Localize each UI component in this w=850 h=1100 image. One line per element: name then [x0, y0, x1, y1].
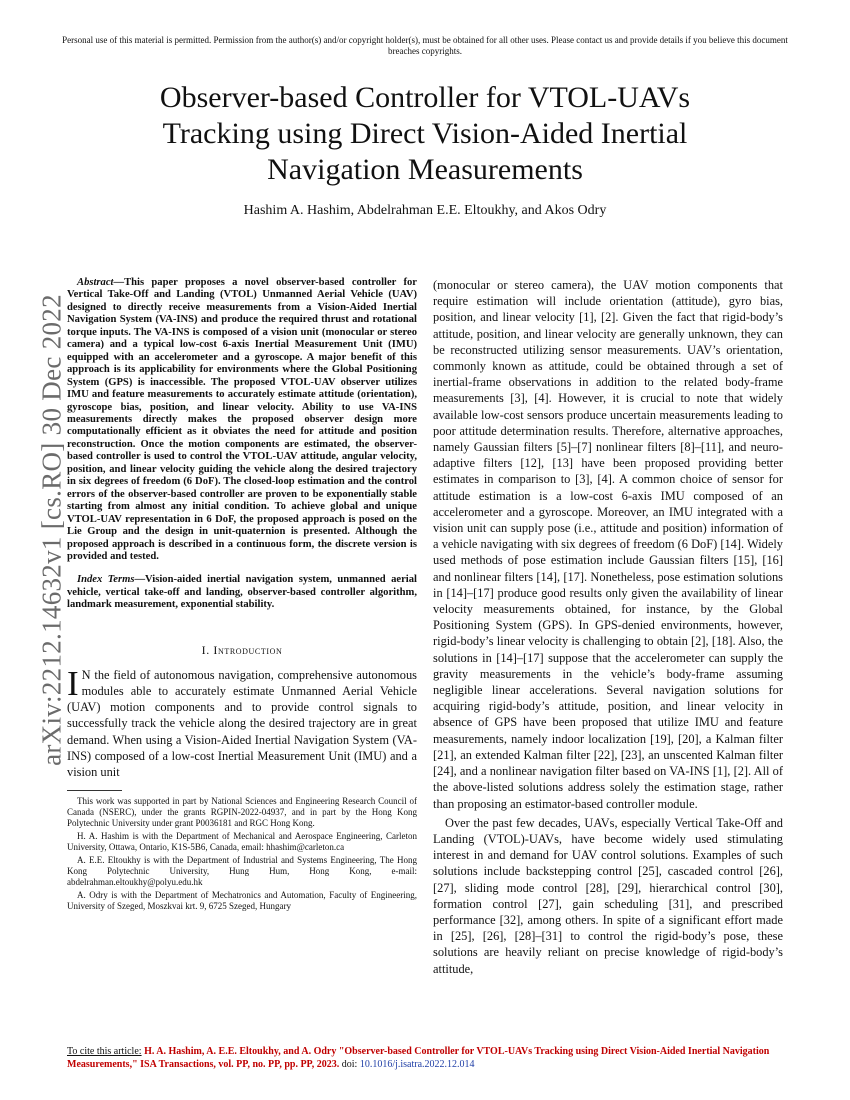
index-terms-label: Index Terms	[77, 574, 135, 586]
abstract	[67, 277, 417, 563]
index-terms-text: —Vision-aided inertial navigation system, unmanned aerial vehicle, vertical take-off and landing, observer-based controller algorithm, landmark measurement, exponential stability.	[67, 574, 417, 611]
title-line: Tracking using Direct Vision-Aided Inertial	[162, 117, 688, 150]
abstract-text: —This paper proposes a novel observer-based controller for Vertical Take-Off and Landing (VTOL) Unmanned Aerial Vehicle (UAV) designed to directly receive measurements from a Vision-Aided Inertial Navigation System (VA-INS) and produce the required thrust and rotational torque inputs. The VA-INS is composed of a vision unit (monocular or stereo camera) and a typical low-cost 6-axis Inertial Measurement Unit (IMU) equipped with an accelerometer and a gyroscope. A major benefit of this approach is its applicability for environments where the Global Positioning System (GPS) is inaccessible. The proposed VTOL-UAV observer utilizes IMU and feature measurements to accurately estimate attitude (orientation), gyroscope bias, position, and linear velocity. Ability to use VA-INS measurements directly makes the proposed observer design more computationally efficient as it obviates the need for attitude and position reconstruction. Once the motion components are estimated, the observer-based controller is used to control the VTOL-UAV attitude, angular velocity, position, and linear velocity guiding the vehicle along the desired trajectory in six degrees of freedom (6 DoF). The closed-loop estimation and the control errors of the observer-based controller are proven to be exponentially stable starting from almost any initial condition. To achieve global and unique VTOL-UAV representation in 6 DoF, the proposed approach is posed on the Lie Group and the design in unit-quaternion is presented. Although the proposed approach is described in a continuous form, the discrete version is provided and tested.	[67, 277, 417, 562]
introduction-paragraph	[67, 663, 417, 780]
title-line: Navigation Measurements	[267, 153, 583, 186]
section-heading: I. Introduction	[201, 642, 283, 657]
introduction-text: N the field of autonomous navigation, comprehensive autonomous modules able to accurately estimate Unmanned Aerial Vehicle (UAV) motion components and to provide control signals to successfully track the vehicle along the desired trajectory are in great demand. When using a Vision-Aided Inertial Navigation System (VA-INS) composed of a low-cost Inertial Measurement Unit (IMU) and a vision unit	[67, 667, 417, 779]
drop-cap: I	[67, 663, 79, 703]
footnote-affiliation: H. A. Hashim is with the Department of Mechanical and Aerospace Engineering, Carleton University, Ottawa, Ontario, K1S-5B6, Canada, email: hhashim@carleton.ca	[67, 831, 417, 853]
doi-label: doi:	[339, 1058, 360, 1070]
paper-title	[60, 80, 790, 188]
arxiv-identifier: arXiv:2212.14632v1 [cs.RO] 30 Dec 2022	[36, 294, 67, 766]
footnote-funding: This work was supported in part by National Sciences and Engineering Research Council of Canada (NSERC), under the grants RGPIN-2022-04937, and in part by the Hong Kong Polytechnic University under grant P0036181 and RGC Hong Kong.	[67, 796, 417, 829]
abstract-label: Abstract	[77, 277, 114, 288]
left-column	[67, 277, 417, 914]
footnote-affiliation: A. E.E. Eltoukhy is with the Department of Industrial and Systems Engineering, The Hong Kong Polytechnic University, Hung Hum, Hong Kong, e-mail: abdelrahman.eltoukhy@polyu.edu.hk	[67, 855, 417, 888]
right-column	[433, 277, 783, 977]
doi-link[interactable]: 10.1016/j.isatra.2022.12.014	[359, 1058, 475, 1070]
body-paragraph: (monocular or stereo camera), the UAV motion components that require estimation will include orientation (attitude), gyro bias, position, and linear velocity [1], [2]. Given the fact that rigid-body’s attitude, position, and linear velocity are generally unknown, they can be reconstructed utilizing sensor measurements. UAV’s orientation, commonly known as attitude, could be obtained through a set of inertial-frame observations in addition to the related body-frame measurements [3], [4]. However, it is crucial to note that widely available low-cost sensors produce uncertain measurements leading to poor attitude determination results. Therefore, alternative approaches, namely Gaussian filters [5]–[7] nonlinear filters [8]–[11], and neuro-adaptive filters [12], [13] have been proposed providing better estimates in comparison to [3], [4]. A common choice of sensor for attitude estimation is a low-cost 6-axis IMU composed of an accelerometer and a gyroscope. Moreover, an IMU integrated with a vision unit can supply pose (i.e., attitude and position) information of a vehicle navigating with six degrees of freedom (6 DoF) [14]. Widely used methods of pose estimation include Gaussian filters [15], [16] and nonlinear filters [14], [17]. Nonetheless, pose estimation solutions in [14]–[17] produce good results only given the availability of linear velocity measurements obtained, for instance, by the Global Positioning System (GPS). In GPS-denied environments, however, rigid-body’s linear velocity is challenging to obtain [2], [18]. Also, the solutions in [14]–[17] suppose that the accelerometer can supply the gravity measurements in the vehicle’s body-frame assuming negligible linear accelerations. Several navigation solutions for acquiring rigid-body’s attitude, position, and linear velocity in absence of GPS have been proposed that utilize IMU and feature measurements, namely indoor localization [19], [20], a Kalman filter [21], an extended Kalman filter [22], [23], an unscented Kalman filter [24], and a nonlinear navigation filter based on VA-INS [1], [2]. All of the above-listed solutions address solely the estimation stage, rather than proposing an estimator-based controller module.	[433, 278, 783, 811]
citation-footer	[67, 1046, 783, 1071]
citation-prefix: To cite this article:	[67, 1046, 142, 1057]
title-line: Observer-based Controller for VTOL-UAVs	[159, 81, 691, 114]
body-paragraph: Over the past few decades, UAVs, especially Vertical Take-Off and Landing (VTOL)-UAVs, have become widely used stimulating interest in and demand for UAV control solutions. Examples of such solutions include backstepping control [25], cascaded control [26], [27], sliding mode control [28], [29], hierarchical control [30], formation control [27], gain scheduling [31], and prescribed performance [32], among others. In spite of a significant effort made in [25], [26], [28]–[31] to control the rigid-body’s pose, these solutions are heavily reliant on precise knowledge of rigid-body’s attitude,	[433, 815, 783, 976]
author-list: Hashim A. Hashim, Abdelrahman E.E. Eltoukhy, and Akos Odry	[243, 203, 607, 218]
footnote-divider	[67, 790, 122, 791]
citation-text: H. A. Hashim, A. E.E. Eltoukhy, and A. Odry "Observer-based Controller for VTOL-UAVs Tracking using Direct Vision-Aided Inertial Navigation Measurements," ISA Transactions, vol. PP, no. PP, pp. PP, 2023.	[67, 1046, 770, 1070]
index-terms	[67, 574, 417, 611]
footnote-affiliation: A. Odry is with the Department of Mechatronics and Automation, Faculty of Engineering, University of Szeged, Moszkvai krt. 9, 6725 Szeged, Hungary	[67, 890, 417, 912]
copyright-notice: Personal use of this material is permitted. Permission from the author(s) and/or copyright holder(s), must be obtained for all other uses. Please contact us and provide details if you believe this document breaches copyrights.	[62, 35, 788, 56]
